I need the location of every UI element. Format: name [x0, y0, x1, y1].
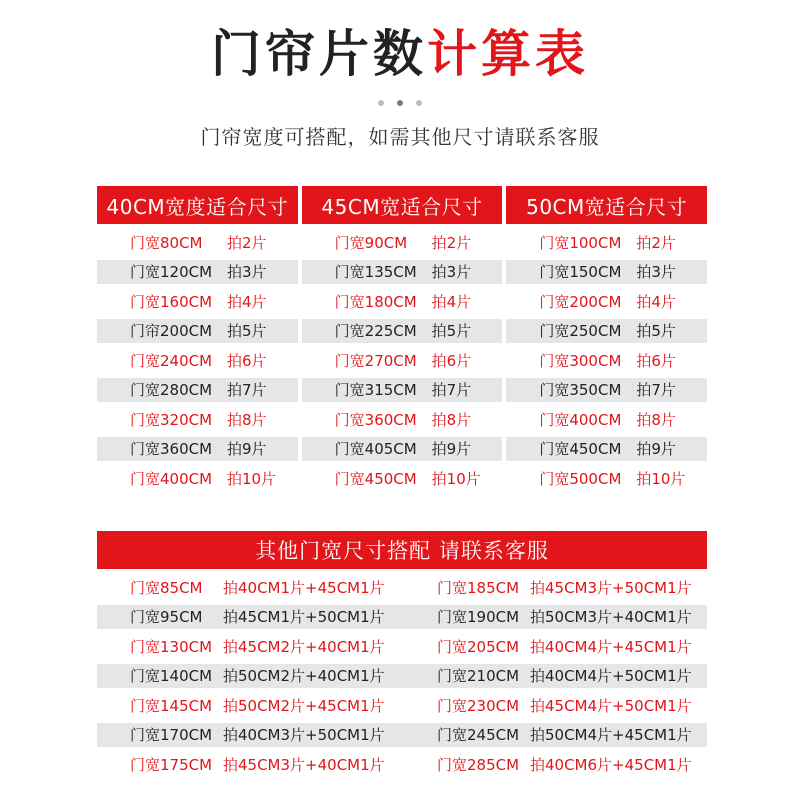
door-width: 门宽360CM: [130, 440, 213, 458]
table-cell: [97, 693, 402, 717]
dot-indicator-active: [397, 100, 403, 106]
door-width: 门宽100CM: [539, 233, 622, 252]
piece-count: 拍10片: [431, 469, 481, 488]
table-cell: [402, 575, 707, 599]
piece-count: 拍5片: [227, 322, 267, 340]
table-row: [97, 260, 707, 284]
piece-combination: 拍45CM1片+50CM1片: [223, 608, 385, 626]
piece-count: 拍4片: [227, 292, 267, 311]
table-row: [97, 437, 707, 461]
door-width: 门宽145CM: [130, 696, 213, 715]
table-cell: [97, 230, 298, 254]
door-width: 门宽130CM: [130, 637, 213, 656]
door-width: 门宽300CM: [539, 351, 622, 370]
table-cell: [302, 230, 503, 254]
door-width: 门宽225CM: [334, 322, 417, 340]
door-width: 门帘200CM: [130, 322, 213, 340]
door-width: 门宽205CM: [437, 637, 520, 656]
piece-combination: 拍50CM3片+40CM1片: [530, 608, 692, 626]
table-cell: [302, 319, 503, 343]
piece-count: 拍8片: [431, 410, 472, 429]
table-cell: [97, 407, 298, 431]
piece-count: 拍6片: [431, 351, 472, 370]
header-45cm: 45CM宽适合尺寸: [302, 186, 503, 224]
piece-count: 拍10片: [636, 469, 686, 488]
piece-combination: 拍45CM4片+50CM1片: [530, 696, 692, 715]
table-cell: [402, 605, 707, 629]
piece-combination: 拍40CM4片+50CM1片: [530, 667, 692, 685]
table-cell: [506, 407, 707, 431]
piece-count: 拍7片: [227, 381, 267, 399]
door-width: 门宽135CM: [334, 263, 417, 281]
piece-combination: 拍50CM2片+45CM1片: [223, 696, 385, 715]
table-cell: [97, 752, 402, 776]
table-row: [97, 693, 707, 717]
table-row: [97, 634, 707, 658]
table-row: [97, 289, 707, 313]
table-row: [97, 723, 707, 747]
table-cell: [506, 437, 707, 461]
piece-combination: 拍40CM6片+45CM1片: [530, 755, 692, 774]
combination-header: 其他门宽尺寸搭配 请联系客服: [97, 531, 707, 569]
table-row: [97, 466, 707, 490]
table-cell: [402, 664, 707, 688]
piece-count: 拍7片: [636, 381, 676, 399]
table-cell: [97, 437, 298, 461]
subtitle: 门帘宽度可搭配，如需其他尺寸请联系客服: [200, 125, 600, 149]
piece-count: 拍5片: [636, 322, 676, 340]
door-width: 门宽210CM: [437, 667, 520, 685]
piece-count: 拍8片: [636, 410, 676, 429]
table-header-row: [97, 186, 707, 224]
piece-count: 拍6片: [227, 351, 267, 370]
title-main: 门帘片数: [211, 25, 427, 83]
piece-count: 拍4片: [431, 292, 472, 311]
piece-combination: 拍40CM3片+50CM1片: [223, 726, 385, 744]
door-width: 门宽90CM: [334, 233, 408, 252]
table-row: [97, 575, 707, 599]
table-cell: [506, 466, 707, 490]
door-width: 门宽150CM: [539, 263, 622, 281]
table-cell: [97, 260, 298, 284]
piece-count: 拍6片: [636, 351, 676, 370]
dot-indicator: [416, 100, 422, 106]
table-cell: [97, 723, 402, 747]
piece-count: 拍3片: [636, 263, 676, 281]
door-width: 门宽120CM: [130, 263, 213, 281]
table-row: [97, 378, 707, 402]
piece-combination: 拍40CM4片+45CM1片: [530, 637, 692, 656]
door-width: 门宽400CM: [539, 410, 622, 429]
table-row: [97, 348, 707, 372]
door-width: 门宽175CM: [130, 755, 213, 774]
table-row: [97, 605, 707, 629]
table-cell: [97, 348, 298, 372]
table-row: [97, 230, 707, 254]
table-cell: [402, 752, 707, 776]
piece-count: 拍7片: [431, 381, 472, 399]
piece-count: 拍4片: [636, 292, 676, 311]
piece-count: 拍5片: [431, 322, 472, 340]
combination-body: [97, 575, 707, 776]
door-width: 门宽80CM: [130, 233, 203, 252]
table-cell: [402, 723, 707, 747]
door-width: 门宽180CM: [334, 292, 417, 311]
door-width: 门宽500CM: [539, 469, 622, 488]
piece-combination: 拍40CM1片+45CM1片: [223, 578, 385, 597]
table-cell: [506, 230, 707, 254]
piece-combination: 拍45CM3片+40CM1片: [223, 755, 385, 774]
door-width: 门宽450CM: [334, 469, 417, 488]
door-width: 门宽285CM: [437, 755, 520, 774]
door-width: 门宽230CM: [437, 696, 520, 715]
piece-combination: 拍45CM3片+50CM1片: [530, 578, 692, 597]
door-width: 门宽405CM: [334, 440, 417, 458]
door-width: 门宽160CM: [130, 292, 213, 311]
table-cell: [302, 378, 503, 402]
door-width: 门宽190CM: [437, 608, 520, 626]
door-width: 门宽185CM: [437, 578, 520, 597]
table-cell: [97, 634, 402, 658]
door-width: 门宽170CM: [130, 726, 213, 744]
piece-combination: 拍50CM4片+45CM1片: [530, 726, 692, 744]
combination-table: [97, 531, 707, 782]
piece-count: 拍2片: [227, 233, 267, 252]
piece-count: 拍9片: [636, 440, 676, 458]
piece-count: 拍2片: [636, 233, 676, 252]
table-cell: [302, 348, 503, 372]
table-row: [97, 319, 707, 343]
piece-count: 拍3片: [431, 263, 472, 281]
table-cell: [97, 575, 402, 599]
door-width: 门宽450CM: [539, 440, 622, 458]
door-width: 门宽200CM: [539, 292, 622, 311]
table-cell: [302, 437, 503, 461]
piece-count: 拍9片: [227, 440, 267, 458]
header-50cm: 50CM宽适合尺寸: [506, 186, 707, 224]
piece-combination: 拍45CM2片+40CM1片: [223, 637, 385, 656]
table-cell: [506, 289, 707, 313]
door-width: 门宽140CM: [130, 667, 213, 685]
piece-count: 拍3片: [227, 263, 267, 281]
door-width: 门宽240CM: [130, 351, 213, 370]
table-body: [97, 230, 707, 490]
door-width: 门宽350CM: [539, 381, 622, 399]
table-cell: [402, 634, 707, 658]
carousel-dots: [0, 100, 800, 106]
title-highlight: 计算表: [427, 25, 589, 83]
table-cell: [302, 289, 503, 313]
piece-count: 拍9片: [431, 440, 472, 458]
table-cell: [97, 319, 298, 343]
table-cell: [302, 466, 503, 490]
door-width: 门宽95CM: [130, 608, 203, 626]
table-cell: [506, 260, 707, 284]
page-title: [0, 18, 800, 90]
table-cell: [506, 319, 707, 343]
table-cell: [97, 664, 402, 688]
table-row: [97, 664, 707, 688]
door-width: 门宽245CM: [437, 726, 520, 744]
table-cell: [402, 693, 707, 717]
piece-count-table: [97, 186, 707, 496]
door-width: 门宽85CM: [130, 578, 203, 597]
piece-count: 拍2片: [431, 233, 472, 252]
door-width: 门宽270CM: [334, 351, 417, 370]
door-width: 门宽360CM: [334, 410, 417, 429]
piece-count: 拍10片: [227, 469, 277, 488]
table-row: [97, 407, 707, 431]
table-row: [97, 752, 707, 776]
door-width: 门宽320CM: [130, 410, 213, 429]
table-cell: [506, 348, 707, 372]
table-cell: [97, 378, 298, 402]
door-width: 门宽400CM: [130, 469, 213, 488]
table-cell: [97, 289, 298, 313]
table-cell: [97, 605, 402, 629]
table-cell: [506, 378, 707, 402]
table-cell: [97, 466, 298, 490]
table-cell: [302, 407, 503, 431]
table-cell: [302, 260, 503, 284]
piece-count: 拍8片: [227, 410, 267, 429]
dot-indicator: [378, 100, 384, 106]
door-width: 门宽315CM: [334, 381, 417, 399]
door-width: 门宽250CM: [539, 322, 622, 340]
header-40cm: 40CM宽度适合尺寸: [97, 186, 298, 224]
door-width: 门宽280CM: [130, 381, 213, 399]
piece-combination: 拍50CM2片+40CM1片: [223, 667, 385, 685]
